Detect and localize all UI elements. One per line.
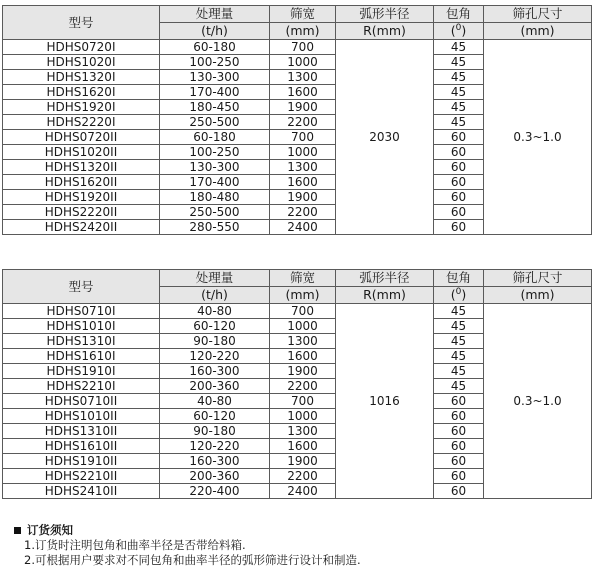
- cell-model: HDHS2210I: [3, 379, 160, 394]
- cell-width: 1300: [270, 160, 336, 175]
- spec-table-1: [2, 5, 592, 235]
- header-radius: 弧形半径: [336, 270, 434, 287]
- cell-angle: 45: [434, 379, 484, 394]
- spec-table-2: [2, 269, 592, 499]
- header-angle: 包角: [434, 6, 484, 23]
- header-capacity: 处理量: [160, 270, 270, 287]
- cell-angle: 60: [434, 145, 484, 160]
- cell-model: HDHS0720I: [3, 40, 160, 55]
- cell-model: HDHS1920I: [3, 100, 160, 115]
- table-row: [3, 40, 592, 55]
- cell-width: 1900: [270, 364, 336, 379]
- cell-capacity: 120-220: [160, 439, 270, 454]
- header-width-unit: (mm): [270, 287, 336, 304]
- cell-radius: 1016: [336, 304, 434, 499]
- cell-width: 1600: [270, 175, 336, 190]
- cell-angle: 45: [434, 70, 484, 85]
- cell-width: 2200: [270, 379, 336, 394]
- cell-width: 1000: [270, 409, 336, 424]
- cell-model: HDHS2420II: [3, 220, 160, 235]
- cell-model: HDHS1320I: [3, 70, 160, 85]
- cell-width: 1900: [270, 190, 336, 205]
- notes-heading: [14, 523, 361, 538]
- cell-angle: 45: [434, 349, 484, 364]
- cell-model: HDHS2220II: [3, 205, 160, 220]
- cell-capacity: 60-180: [160, 130, 270, 145]
- cell-angle: 60: [434, 424, 484, 439]
- cell-angle: 60: [434, 130, 484, 145]
- cell-width: 1600: [270, 439, 336, 454]
- cell-model: HDHS2220I: [3, 115, 160, 130]
- cell-width: 700: [270, 40, 336, 55]
- cell-angle: 45: [434, 55, 484, 70]
- cell-model: HDHS0710II: [3, 394, 160, 409]
- cell-capacity: 180-480: [160, 190, 270, 205]
- cell-capacity: 130-300: [160, 160, 270, 175]
- header-angle-unit: ($^0$): [434, 287, 484, 304]
- bullet-square-icon: [14, 527, 21, 534]
- cell-capacity: 220-400: [160, 484, 270, 499]
- header-aperture-unit: (mm): [484, 287, 592, 304]
- notes-title: 订货须知: [27, 523, 73, 537]
- header-aperture: 筛孔尺寸: [484, 270, 592, 287]
- header-model: 型号: [3, 270, 160, 304]
- cell-angle: 45: [434, 100, 484, 115]
- notes-line: 2.可根据用户要求对不同包角和曲率半径的弧形筛进行设计和制造.: [24, 553, 361, 567]
- table-body: [3, 304, 592, 499]
- cell-angle: 45: [434, 304, 484, 319]
- cell-width: 1300: [270, 424, 336, 439]
- notes-line: 1.订货时注明包角和曲率半径是否带给料箱.: [24, 538, 246, 552]
- cell-angle: 45: [434, 319, 484, 334]
- header-capacity-unit: (t/h): [160, 287, 270, 304]
- cell-angle: 60: [434, 190, 484, 205]
- cell-model: HDHS1310II: [3, 424, 160, 439]
- cell-angle: 45: [434, 40, 484, 55]
- header-width: 筛宽: [270, 6, 336, 23]
- cell-width: 1000: [270, 145, 336, 160]
- cell-width: 2400: [270, 484, 336, 499]
- cell-model: HDHS1610II: [3, 439, 160, 454]
- cell-capacity: 130-300: [160, 70, 270, 85]
- cell-model: HDHS2210II: [3, 469, 160, 484]
- cell-model: HDHS1310I: [3, 334, 160, 349]
- header-width-unit: (mm): [270, 23, 336, 40]
- cell-model: HDHS1020I: [3, 55, 160, 70]
- header-capacity: 处理量: [160, 6, 270, 23]
- cell-angle: 60: [434, 160, 484, 175]
- header-aperture-unit: (mm): [484, 23, 592, 40]
- cell-capacity: 60-180: [160, 40, 270, 55]
- cell-capacity: 60-120: [160, 409, 270, 424]
- cell-model: HDHS1620I: [3, 85, 160, 100]
- cell-model: HDHS1920II: [3, 190, 160, 205]
- cell-width: 1300: [270, 70, 336, 85]
- cell-model: HDHS1910II: [3, 454, 160, 469]
- cell-width: 1900: [270, 454, 336, 469]
- cell-width: 1600: [270, 85, 336, 100]
- cell-width: 700: [270, 130, 336, 145]
- cell-capacity: 170-400: [160, 175, 270, 190]
- cell-capacity: 200-360: [160, 379, 270, 394]
- cell-angle: 45: [434, 334, 484, 349]
- cell-capacity: 90-180: [160, 334, 270, 349]
- header-angle: 包角: [434, 270, 484, 287]
- cell-capacity: 120-220: [160, 349, 270, 364]
- cell-angle: 60: [434, 409, 484, 424]
- cell-width: 1300: [270, 334, 336, 349]
- cell-angle: 45: [434, 364, 484, 379]
- cell-capacity: 40-80: [160, 304, 270, 319]
- cell-angle: 60: [434, 454, 484, 469]
- cell-width: 1000: [270, 319, 336, 334]
- cell-capacity: 100-250: [160, 55, 270, 70]
- cell-capacity: 180-450: [160, 100, 270, 115]
- order-notes: [14, 523, 361, 568]
- cell-width: 1600: [270, 349, 336, 364]
- cell-capacity: 60-120: [160, 319, 270, 334]
- cell-width: 2200: [270, 115, 336, 130]
- cell-capacity: 90-180: [160, 424, 270, 439]
- cell-capacity: 160-300: [160, 364, 270, 379]
- header-radius-unit: R(mm): [336, 23, 434, 40]
- header-width: 筛宽: [270, 270, 336, 287]
- cell-width: 1900: [270, 100, 336, 115]
- cell-aperture: 0.3~1.0: [484, 304, 592, 499]
- cell-angle: 45: [434, 85, 484, 100]
- cell-model: HDHS1620II: [3, 175, 160, 190]
- header-aperture: 筛孔尺寸: [484, 6, 592, 23]
- header-radius-unit: R(mm): [336, 287, 434, 304]
- cell-model: HDHS1610I: [3, 349, 160, 364]
- cell-width: 700: [270, 394, 336, 409]
- cell-aperture: 0.3~1.0: [484, 40, 592, 235]
- cell-model: HDHS1020II: [3, 145, 160, 160]
- cell-width: 2200: [270, 469, 336, 484]
- cell-angle: 60: [434, 205, 484, 220]
- cell-model: HDHS2410II: [3, 484, 160, 499]
- cell-width: 2200: [270, 205, 336, 220]
- cell-width: 1000: [270, 55, 336, 70]
- cell-width: 2400: [270, 220, 336, 235]
- cell-model: HDHS0720II: [3, 130, 160, 145]
- table-body: [3, 40, 592, 235]
- cell-capacity: 200-360: [160, 469, 270, 484]
- cell-angle: 60: [434, 439, 484, 454]
- cell-model: HDHS0710I: [3, 304, 160, 319]
- header-capacity-unit: (t/h): [160, 23, 270, 40]
- cell-model: HDHS1010I: [3, 319, 160, 334]
- cell-angle: 60: [434, 469, 484, 484]
- table-row: [3, 304, 592, 319]
- cell-angle: 45: [434, 115, 484, 130]
- header-model: 型号: [3, 6, 160, 40]
- cell-angle: 60: [434, 220, 484, 235]
- header-angle-unit: ($^0$): [434, 23, 484, 40]
- cell-model: HDHS1010II: [3, 409, 160, 424]
- header-radius: 弧形半径: [336, 6, 434, 23]
- cell-capacity: 160-300: [160, 454, 270, 469]
- cell-capacity: 250-500: [160, 115, 270, 130]
- cell-capacity: 100-250: [160, 145, 270, 160]
- cell-capacity: 250-500: [160, 205, 270, 220]
- cell-angle: 60: [434, 484, 484, 499]
- cell-capacity: 280-550: [160, 220, 270, 235]
- cell-angle: 60: [434, 175, 484, 190]
- cell-capacity: 40-80: [160, 394, 270, 409]
- cell-capacity: 170-400: [160, 85, 270, 100]
- cell-model: HDHS1910I: [3, 364, 160, 379]
- cell-radius: 2030: [336, 40, 434, 235]
- cell-angle: 60: [434, 394, 484, 409]
- cell-width: 700: [270, 304, 336, 319]
- cell-model: HDHS1320II: [3, 160, 160, 175]
